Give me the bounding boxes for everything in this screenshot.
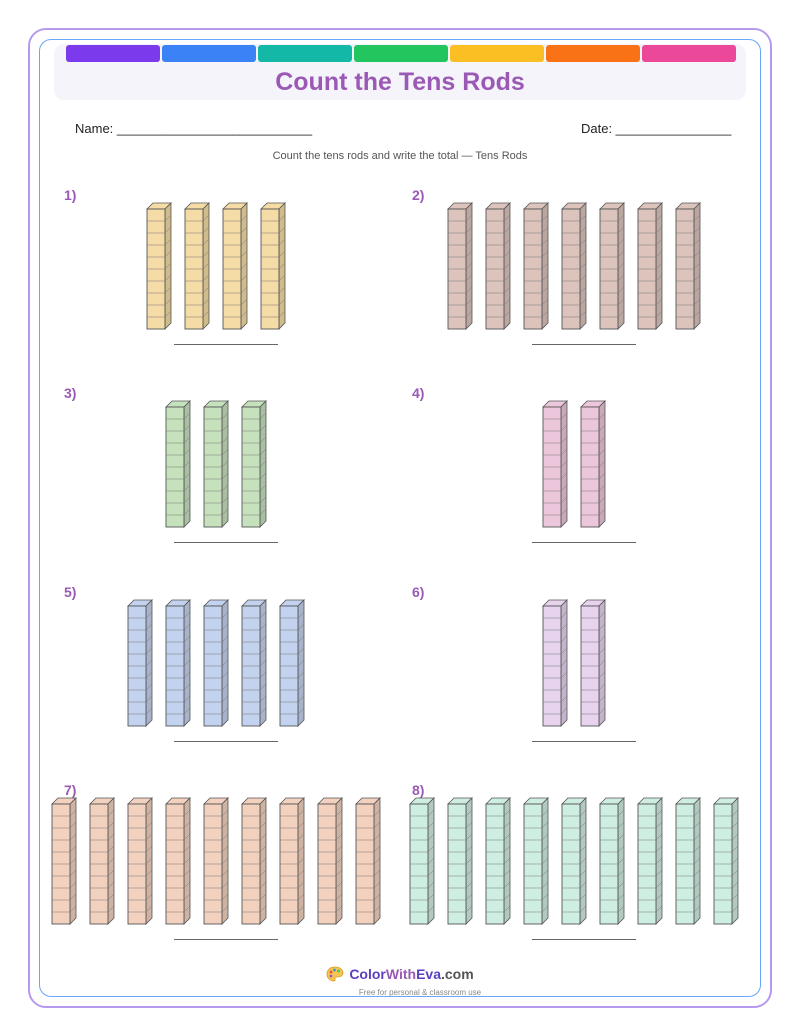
brand-color: Color: [349, 966, 386, 982]
brand-eva: Eva: [416, 966, 441, 982]
instructions: Count the tens rods and write the total — Tens Rods: [272, 150, 528, 162]
tens-rod: [204, 401, 228, 527]
name-field: Name: ___________________________: [75, 121, 313, 136]
tens-rod: [356, 798, 380, 924]
tens-rod: [242, 600, 266, 726]
tens-rod: [223, 203, 247, 329]
tens-rod: [147, 203, 171, 329]
question-number: 5): [64, 584, 77, 600]
tens-rod: [638, 798, 662, 924]
tens-rod: [638, 203, 662, 329]
tens-rod: [524, 798, 548, 924]
question-number: 2): [412, 187, 425, 203]
question-number: 8): [412, 782, 425, 798]
tens-rod: [242, 798, 266, 924]
tens-rod: [204, 798, 228, 924]
tens-rod: [261, 203, 285, 329]
tens-rod: [448, 798, 472, 924]
tens-rod: [676, 203, 700, 329]
tens-rod: [486, 203, 510, 329]
tens-rod: [128, 798, 152, 924]
tens-rod: [676, 798, 700, 924]
tens-rod: [600, 203, 624, 329]
question-number: 6): [412, 584, 425, 600]
brand-with: With: [385, 966, 417, 982]
tens-rod: [166, 401, 190, 527]
tens-rod: [486, 798, 510, 924]
tens-rod: [410, 798, 434, 924]
tens-rod: [166, 798, 190, 924]
tens-rod: [280, 600, 304, 726]
tens-rod: [448, 203, 472, 329]
palette-icon: [326, 966, 344, 982]
page-title: Count the Tens Rods: [275, 68, 525, 96]
tens-rod: [562, 798, 586, 924]
tens-rod: [562, 203, 586, 329]
question-number: 4): [412, 385, 425, 401]
tens-rod: [166, 600, 190, 726]
question-number: 3): [64, 385, 77, 401]
question-number: 7): [64, 782, 77, 798]
tens-rod: [524, 203, 548, 329]
question-number: 1): [64, 187, 77, 203]
footer-tagline: Free for personal & classroom use: [358, 988, 482, 997]
tens-rod: [204, 600, 228, 726]
tens-rod: [128, 600, 152, 726]
tens-rod: [581, 600, 605, 726]
tens-rod: [581, 401, 605, 527]
brand-logo: [326, 966, 473, 982]
brand-domain: .com: [441, 966, 474, 982]
tens-rod: [714, 798, 738, 924]
tens-rod: [90, 798, 114, 924]
tens-rod: [600, 798, 624, 924]
tens-rod: [242, 401, 266, 527]
tens-rod: [543, 600, 567, 726]
tens-rod: [52, 798, 76, 924]
tens-rod: [318, 798, 342, 924]
tens-rod: [280, 798, 304, 924]
tens-rod: [185, 203, 209, 329]
tens-rod: [543, 401, 567, 527]
date-field: Date: ________________: [581, 121, 732, 136]
footer: [0, 966, 800, 997]
